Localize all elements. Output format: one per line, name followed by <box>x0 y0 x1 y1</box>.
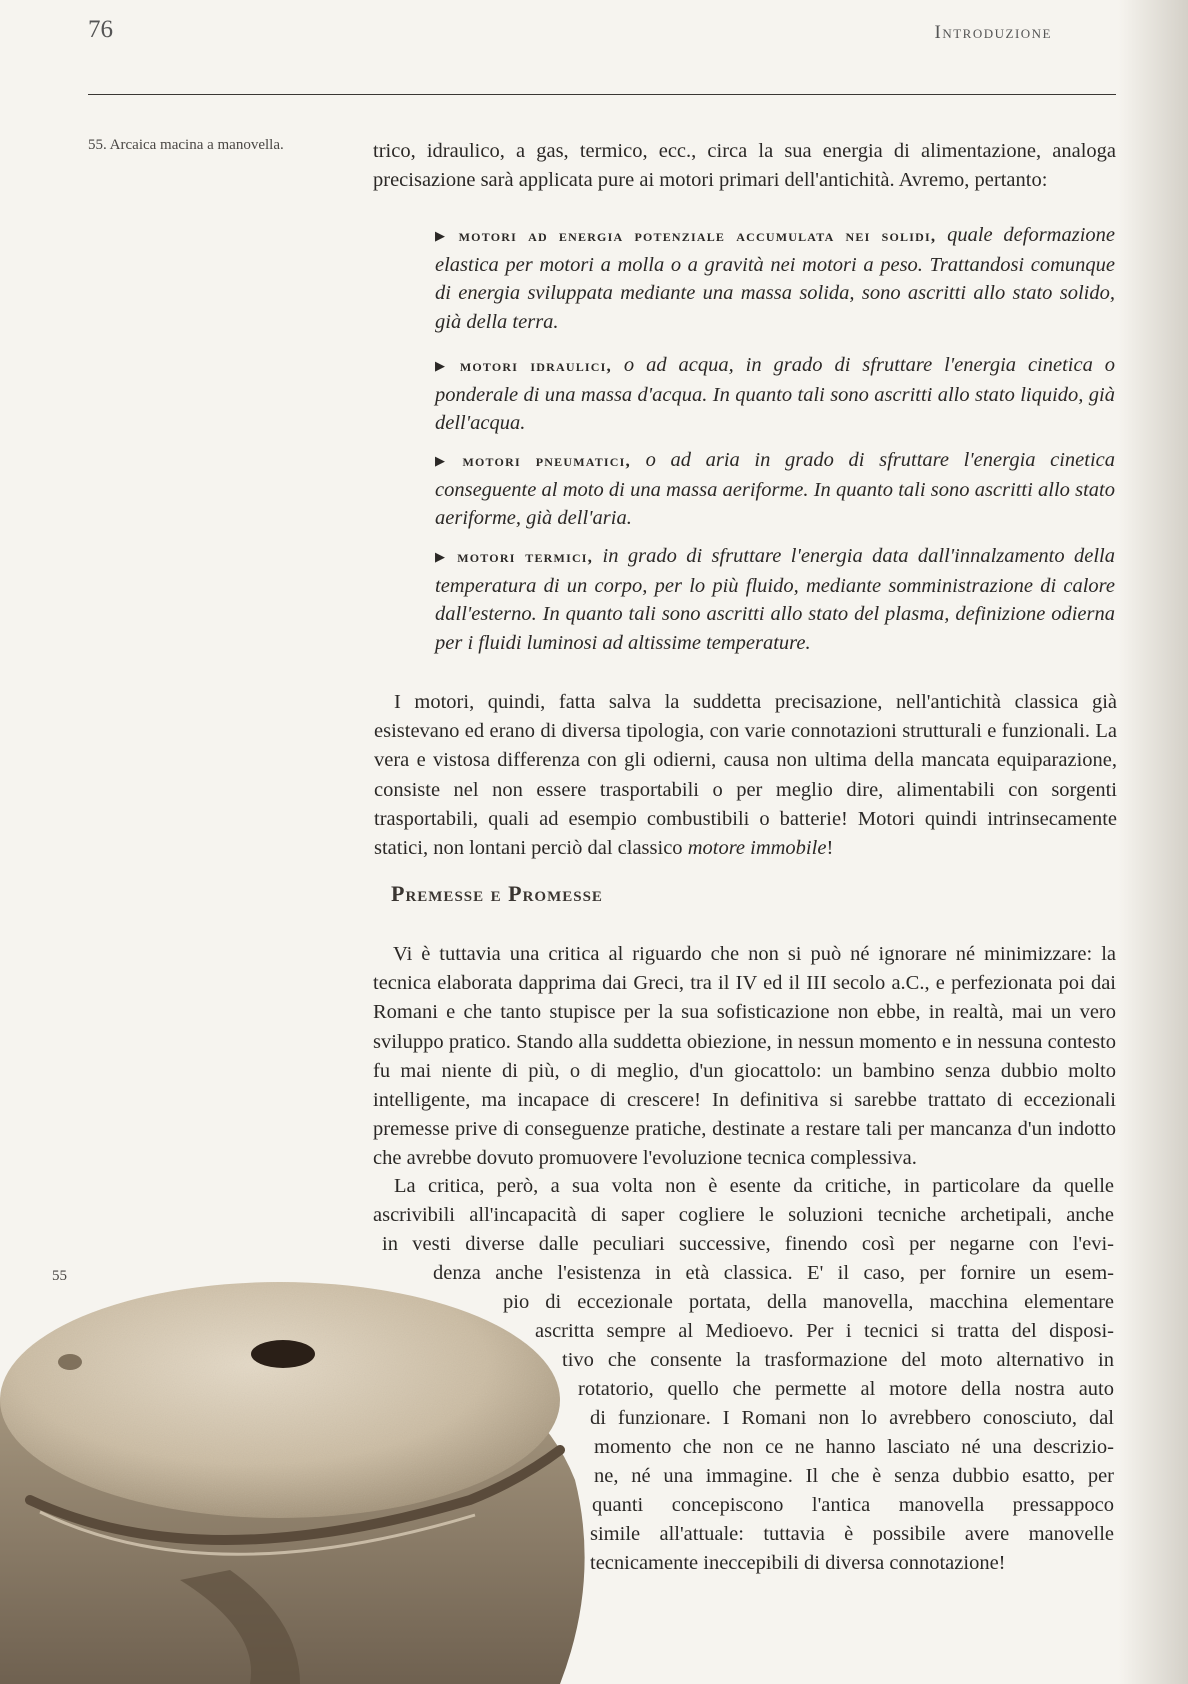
text-line: quanti concepiscono l'antica manovella pressappoco <box>592 1494 1114 1516</box>
list-item-lead: motori pneumatici, <box>462 451 631 470</box>
list-item <box>435 446 1115 533</box>
intro-paragraph: trico, idraulico, a gas, termico, ecc., circa la sua energia di alimentazione, analoga precisazione sarà applicata pure ai motori primari dell'antichità. Avremo, pertanto: <box>373 140 1116 191</box>
paragraph-end: ! <box>826 837 834 860</box>
arrow-bullet-icon: ▶ <box>435 228 451 243</box>
list-item <box>435 221 1115 336</box>
arrow-bullet-icon: ▶ <box>435 453 455 468</box>
paragraph-text: I motori, quindi, fatta salva la suddetta precisazione, nell'antichità classica già esistevano ed erano di diversa tipologia, con varie connotazioni strutturali e funzionali. La vera e vistosa differenza con gli odierni, causa non ultima della mancata equiparazione, consiste nel non essere trasportabili o per meglio dire, alimentabili con sorgenti trasportabili, quali ad esempio combustibili o batterie! Motori quindi intrinsecamente statici, non lontani perciò dal classico <box>374 691 1117 860</box>
list-item <box>435 351 1115 438</box>
list-item-description: o ad acqua, in grado di sfruttare l'energia cinetica o ponderale di una massa d'acqua. In quanto tali sono ascritti allo stato liquido, già dell'acqua. <box>435 354 1116 435</box>
text-line: La critica, però, a sua volta non è esente da critiche, in particolare da quelle <box>394 1175 1114 1197</box>
list-item-description: o ad aria in grado di sfruttare l'energia cinetica conseguente al moto di una massa aeriforme. In quanto tali sono ascritti allo stato aeriforme, già dell'aria. <box>435 449 1116 530</box>
arrow-bullet-icon: ▶ <box>435 358 452 373</box>
millstone-hole <box>251 1340 315 1368</box>
figure-number: 55 <box>52 1268 67 1284</box>
list-item-lead: motori ad energia potenziale accumulata nei solidi, <box>458 226 937 245</box>
list-item <box>435 542 1115 657</box>
text-line: in vesti diverse dalle peculiari successive, finendo così per negarne con l'evi- <box>382 1233 1114 1255</box>
list-item-lead: motori idraulici, <box>459 356 612 375</box>
paragraph-emphasis: motore immobile <box>687 837 827 860</box>
book-spine-shadow <box>1118 0 1188 1684</box>
page-number: 76 <box>88 16 113 43</box>
text-line: tivo che consente la trasformazione del moto alternativo in <box>562 1349 1114 1371</box>
text-line: ascritta sempre al Medioevo. Per i tecnici si tratta del disposi- <box>535 1320 1114 1342</box>
text-line: ne, né una immagine. Il che è senza dubbio esatto, per <box>594 1465 1114 1487</box>
millstone-illustration <box>0 1250 600 1684</box>
paragraph-critica: Vi è tuttavia una critica al riguardo che non si può né ignorare né minimizzare: la tecnica elaborata dapprima dai Greci, tra il IV ed il III secolo a.C., e perfezionata poi dai Romani e che tanto stupisce per la sua sofisticazione non ebbe, in realtà, mai un vero sviluppo pratico. Stando alla suddetta obiezione, in nessun momento e in nessuna contesto fu mai niente di più, o di meglio, d'un giocattolo: un bambino senza dubbio molto intelligente, ma incapace di crescere! In definitiva si sarebbe trattato di eccezionali premesse prive di conseguenze pratiche, destinate a restare tali per mancanza d'un indotto che avrebbe dovuto promuovere l'evoluzione tecnica complessiva. <box>373 943 1116 1170</box>
arrow-bullet-icon: ▶ <box>435 549 450 564</box>
header-rule <box>88 94 1116 95</box>
text-line: di funzionare. I Romani non lo avrebbero conosciuto, dal <box>590 1407 1114 1429</box>
list-item-lead: motori termici, <box>457 547 594 566</box>
list-item-description: in grado di sfruttare l'energia data dall'innalzamento della temperatura di un corpo, per lo più fluido, mediante somministrazione di calore dall'esterno. In quanto tali sono ascritti allo stato del plasma, definizione odierna per i fluidi luminosi ad altissime temperature. <box>435 545 1115 654</box>
text-line: rotatorio, quello che permette al motore della nostra auto <box>578 1378 1114 1400</box>
text-line: simile all'attuale: tuttavia è possibile avere manovelle <box>590 1523 1114 1545</box>
text-line: denza anche l'esistenza in età classica. E' il caso, per fornire un esem- <box>433 1262 1114 1284</box>
text-line: ascrivibili all'incapacità di saper cogliere le soluzioni tecniche archetipali, anche <box>373 1204 1114 1226</box>
text-line: tecnicamente ineccepibili di diversa connotazione! <box>590 1552 1006 1574</box>
text-line: momento che non ce ne hanno lasciato né una descrizio- <box>594 1436 1114 1458</box>
paragraph-motori <box>374 688 1117 863</box>
running-head: Introduzione <box>934 22 1052 43</box>
list-item-description: quale deformazione elastica per motori a molla o a gravità nei motori a peso. Trattandosi comunque di energia sviluppata mediante una massa solida, sono ascritti allo stato solido, già della terra. <box>435 224 1116 333</box>
figure-caption: 55. Arcaica macina a manovella. <box>88 137 284 153</box>
section-title: Premesse e Promesse <box>391 881 603 906</box>
text-line: pio di eccezionale portata, della manovella, macchina elementare <box>503 1291 1114 1313</box>
